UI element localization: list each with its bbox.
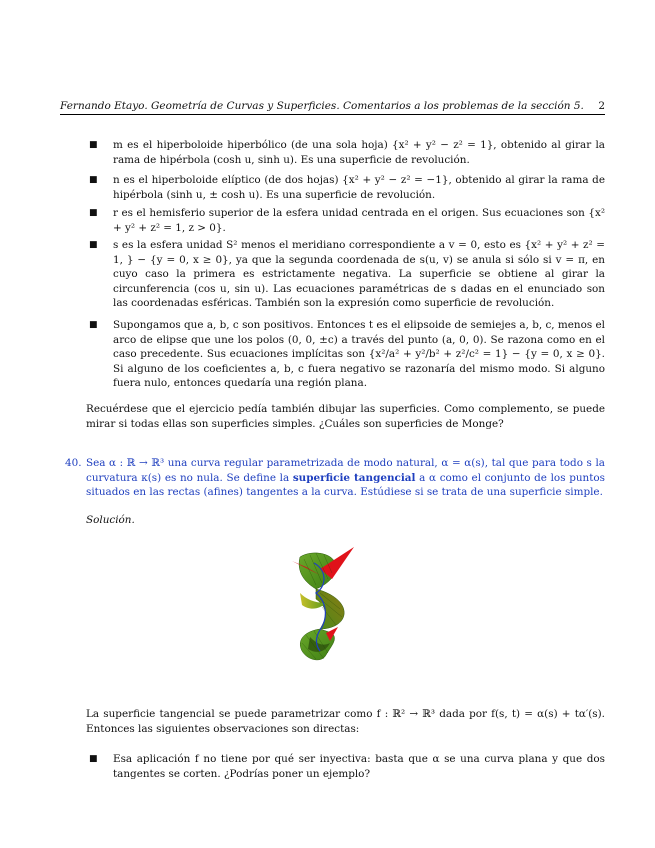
bullet-marker: ■ — [89, 754, 98, 764]
solution-label: Solución. — [86, 514, 135, 526]
header-author-title: Fernando Etayo. Geometría de Curvas y Superficies. — [60, 100, 340, 112]
exercise-bold-term: superficie tangencial — [292, 471, 416, 484]
bullet-marker: ■ — [89, 175, 98, 185]
bullet-item-s: s es la esfera unidad S² menos el meridiano correspondiente a v = 0, esto es {x² + y² + z² = 1, } − {y = 0, x ≥ 0}, ya que la segunda coordenada de s(u, v) se anula si sólo si v = π, en cuyo caso la primera es estrictamente negativa. La superficie se obtiene al girar la circunferencia (cos u, sin u). Las ecuaciones paramétricas de s dadas en el enunciado son las coordenadas esféricas. También son la expresión como superficie de revolución. — [113, 239, 605, 310]
bullet-marker: ■ — [89, 140, 98, 150]
bullet-marker: ■ — [89, 240, 98, 250]
header-section: Comentarios a los problemas de la sección 5. — [343, 100, 584, 112]
exercise-number: 40. — [65, 457, 82, 469]
bullet-injectivity: Esa aplicación f no tiene por qué ser inyectiva: basta que α se una curva plana y que dos tangentes se corten. ¿Podrías poner un ejemplo? — [113, 753, 605, 780]
bullet-item-r: r es el hemisferio superior de la esfera unidad centrada en el origen. Sus ecuaciones son {x² + y² + z² = 1, z > 0}. — [113, 207, 605, 234]
page-number: 2 — [598, 100, 605, 112]
bullet-item-n: n es el hiperboloide elíptico (de dos hojas) {x² + y² − z² = −1}, obtenido al girar la rama de hipérbola (sinh u, ± cosh u). Es una superficie de revolución. — [113, 174, 605, 201]
closing-remark: Recuérdese que el ejercicio pedía también dibujar las superficies. Como complemento, se puede mirar si todas ellas son superficies simples. ¿Cuáles son superficies de Monge? — [86, 403, 605, 430]
exercise-statement — [86, 456, 605, 500]
exercise-text-b: a α como el conjunto de los puntos situados en las rectas (afines) tangentes a la curva. Estúdiese si se trata de una superficie simple. — [86, 471, 605, 499]
bullet-marker: ■ — [89, 320, 98, 330]
exercise-text-a: Sea α : ℝ → ℝ³ una curva regular parametrizada de modo natural, α = α(s), tal que para todo s la curvatura κ(s) es no nula. Se define la — [86, 457, 605, 484]
tangent-surface-figure — [286, 543, 358, 665]
bullet-item-t: Supongamos que a, b, c son positivos. Entonces t es el elipsoide de semiejes a, b, c, menos el arco de elipse que une los polos (0, 0, ±c) a través del punto (a, 0, 0). Se razona como en el caso precedente. Sus ecuaciones implícitas son {x²/a² + y²/b² + z²/c² = 1} − {y = 0, x ≥ 0}. Si alguno de los coeficientes a, b, c fuera negativo se razonaría del mismo modo. Si alguno fuera nulo, entonces quedaría una región plana. — [113, 319, 605, 390]
running-header — [60, 100, 605, 115]
parametrization-paragraph: La superficie tangencial se puede parametrizar como f : ℝ² → ℝ³ dada por f(s, t) = α(s) + tα′(s). Entonces las siguientes observaciones son directas: — [86, 708, 605, 735]
bullet-marker: ■ — [89, 208, 98, 218]
bullet-item-m: m es el hiperboloide hiperbólico (de una sola hoja) {x² + y² − z² = 1}, obtenido al girar la rama de hipérbola (cosh u, sinh u). Es una superficie de revolución. — [113, 139, 605, 166]
